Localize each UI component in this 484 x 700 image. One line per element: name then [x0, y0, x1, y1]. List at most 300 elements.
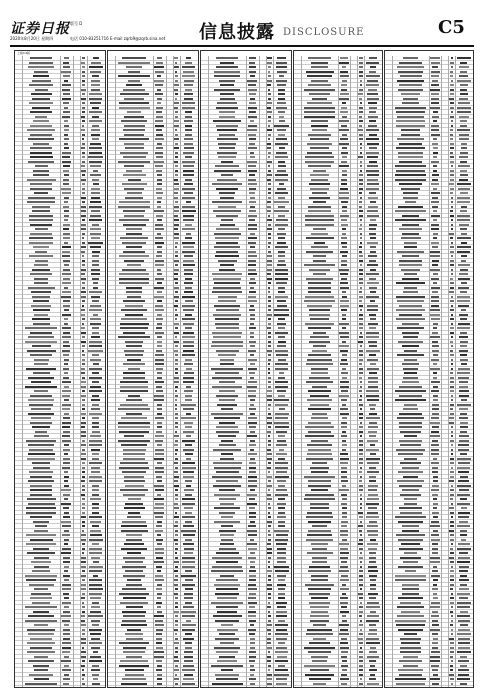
text-line	[175, 264, 178, 266]
text-line	[175, 111, 178, 113]
text-line	[123, 210, 145, 212]
text-line	[458, 638, 470, 640]
text-line	[82, 552, 84, 554]
text-line	[127, 579, 141, 581]
text-line	[450, 647, 454, 649]
text-line	[403, 336, 418, 338]
text-line	[183, 71, 194, 73]
text-line	[451, 201, 453, 203]
text-line	[174, 669, 179, 671]
text-line	[154, 507, 164, 509]
text-line	[249, 660, 255, 662]
text-line	[174, 323, 179, 325]
text-line	[310, 669, 329, 671]
text-line	[308, 408, 331, 410]
text-line	[433, 530, 438, 532]
text-line	[82, 543, 85, 545]
text-line	[366, 75, 380, 77]
text-line	[216, 242, 237, 244]
text-line	[155, 440, 163, 442]
text-line	[267, 683, 272, 685]
text-line	[28, 197, 55, 199]
text-line	[124, 215, 144, 217]
text-line	[268, 368, 270, 370]
text-line	[274, 566, 288, 568]
text-line	[432, 548, 438, 550]
text-line	[401, 129, 421, 131]
text-line	[268, 318, 271, 320]
text-line	[450, 354, 454, 356]
text-line	[450, 143, 454, 145]
text-line	[61, 660, 71, 662]
text-line	[62, 273, 71, 275]
text-line	[62, 620, 70, 622]
text-line	[63, 462, 70, 464]
text-line	[125, 669, 144, 671]
text-line	[184, 192, 193, 194]
text-line	[268, 354, 272, 356]
text-line	[213, 336, 241, 338]
text-line	[91, 192, 100, 194]
text-line	[450, 107, 454, 109]
text-line	[359, 269, 363, 271]
text-line	[402, 363, 420, 365]
text-line	[174, 678, 179, 680]
text-line	[275, 224, 288, 226]
text-line	[341, 183, 347, 185]
text-line	[62, 84, 71, 86]
text-line	[304, 89, 335, 91]
text-line	[89, 368, 103, 370]
text-line	[174, 210, 179, 212]
text-line	[430, 606, 440, 608]
text-line	[460, 575, 467, 577]
text-line	[182, 629, 194, 631]
text-line	[30, 57, 52, 59]
text-line	[340, 530, 347, 532]
text-line	[185, 179, 192, 181]
text-line	[220, 359, 233, 361]
text-line	[184, 363, 194, 365]
text-line	[457, 372, 470, 374]
text-line	[451, 629, 453, 631]
text-line	[249, 593, 256, 595]
text-line	[276, 80, 287, 82]
text-line	[155, 138, 164, 140]
text-line	[457, 678, 470, 680]
text-line	[62, 669, 71, 671]
text-line	[91, 606, 99, 608]
text-line	[214, 75, 240, 77]
text-line	[268, 566, 270, 568]
text-line	[433, 363, 437, 365]
text-line	[431, 305, 438, 307]
text-line	[370, 269, 376, 271]
text-line	[275, 192, 287, 194]
text-line	[186, 57, 192, 59]
text-line	[341, 390, 348, 392]
text-line	[185, 156, 191, 158]
text-line	[459, 66, 469, 68]
text-line	[433, 480, 438, 482]
text-line	[450, 246, 454, 248]
text-line	[400, 75, 422, 77]
text-line	[157, 251, 162, 253]
text-line	[157, 377, 162, 379]
text-line	[308, 287, 331, 289]
text-line	[307, 453, 332, 455]
text-line	[268, 611, 270, 613]
text-line	[157, 678, 162, 680]
text-line	[431, 84, 439, 86]
text-line	[359, 354, 363, 356]
text-line	[62, 408, 70, 410]
text-line	[367, 156, 378, 158]
text-line	[247, 386, 257, 388]
text-line	[360, 422, 362, 424]
text-line	[64, 264, 69, 266]
text-line	[369, 278, 376, 280]
text-line	[88, 350, 102, 352]
text-line	[275, 156, 287, 158]
text-line	[430, 422, 440, 424]
text-line	[185, 453, 193, 455]
text-line	[450, 71, 453, 73]
text-line	[89, 120, 102, 122]
text-line	[451, 449, 454, 451]
text-line	[182, 462, 195, 464]
text-line	[399, 143, 423, 145]
text-line	[268, 134, 271, 136]
text-line	[306, 516, 332, 518]
text-line	[267, 570, 271, 572]
text-line	[267, 543, 271, 545]
text-line	[82, 417, 85, 419]
text-line	[433, 386, 438, 388]
text-line	[248, 179, 256, 181]
text-line	[156, 669, 162, 671]
text-line	[450, 575, 454, 577]
text-line	[250, 323, 254, 325]
text-line	[432, 80, 438, 82]
text-line	[174, 341, 178, 343]
text-line	[249, 462, 256, 464]
text-line	[311, 125, 327, 127]
text-line	[341, 219, 348, 221]
text-line	[367, 368, 379, 370]
text-line	[307, 444, 332, 446]
text-line	[81, 291, 86, 293]
text-line	[399, 386, 423, 388]
text-line	[313, 255, 325, 257]
text-line	[126, 233, 142, 235]
text-line	[81, 147, 85, 149]
text-line	[27, 651, 54, 653]
text-line	[247, 530, 257, 532]
text-line	[340, 336, 349, 338]
text-line	[248, 134, 256, 136]
text-line	[174, 260, 179, 262]
text-line	[359, 323, 363, 325]
text-line	[450, 377, 454, 379]
text-line	[450, 102, 455, 104]
text-line	[359, 458, 363, 460]
text-line	[449, 422, 454, 424]
text-line	[459, 273, 468, 275]
text-line	[182, 318, 195, 320]
text-line	[248, 251, 256, 253]
text-line	[126, 399, 142, 401]
text-line	[360, 332, 363, 334]
text-line	[449, 98, 454, 100]
text-line	[175, 314, 178, 316]
text-line	[339, 395, 349, 397]
text-line	[313, 624, 326, 626]
text-line	[174, 656, 178, 658]
text-line	[450, 264, 454, 266]
text-line	[250, 332, 254, 334]
text-line	[250, 75, 255, 77]
text-line	[185, 314, 192, 316]
text-line	[433, 498, 438, 500]
text-line	[175, 255, 178, 257]
text-line	[311, 656, 328, 658]
text-line	[35, 165, 48, 167]
text-line	[367, 282, 379, 284]
text-line	[81, 615, 85, 617]
text-line	[249, 309, 255, 311]
text-line	[369, 228, 376, 230]
text-line	[405, 201, 417, 203]
text-line	[175, 93, 178, 95]
text-line	[93, 170, 99, 172]
text-line	[155, 575, 163, 577]
text-line	[451, 503, 453, 505]
text-line	[450, 665, 453, 667]
text-line	[155, 224, 163, 226]
text-line	[278, 593, 285, 595]
text-line	[174, 138, 179, 140]
text-line	[221, 669, 234, 671]
text-line	[126, 228, 141, 230]
text-line	[214, 89, 239, 91]
text-line	[214, 521, 240, 523]
text-line	[123, 597, 146, 599]
text-line	[268, 489, 270, 491]
text-line	[184, 552, 194, 554]
text-line	[155, 93, 163, 95]
text-line	[431, 534, 439, 536]
text-line	[81, 116, 85, 118]
text-line	[91, 669, 99, 671]
text-line	[28, 377, 55, 379]
text-line	[274, 530, 288, 532]
text-line	[81, 129, 85, 131]
text-line	[82, 305, 84, 307]
text-line	[215, 593, 238, 595]
cell-divider	[441, 56, 442, 687]
text-line	[432, 642, 438, 644]
text-line	[33, 611, 49, 613]
text-line	[30, 188, 51, 190]
text-line	[309, 593, 329, 595]
text-line	[451, 336, 453, 338]
text-line	[310, 507, 330, 509]
table-column-1	[14, 50, 106, 688]
text-line	[185, 602, 192, 604]
text-line	[175, 494, 178, 496]
text-line	[268, 579, 271, 581]
text-line	[155, 152, 163, 154]
text-line	[122, 269, 146, 271]
text-line	[359, 206, 362, 208]
text-line	[451, 593, 453, 595]
text-line	[342, 116, 347, 118]
text-line	[119, 107, 150, 109]
text-line	[174, 570, 178, 572]
text-line	[33, 665, 49, 667]
text-line	[184, 273, 192, 275]
text-line	[214, 246, 241, 248]
text-line	[340, 287, 349, 289]
text-line	[123, 363, 144, 365]
text-line	[155, 71, 164, 73]
text-line	[449, 183, 454, 185]
text-line	[403, 192, 417, 194]
text-line	[214, 305, 240, 307]
text-line	[89, 206, 102, 208]
text-line	[267, 107, 271, 109]
text-line	[183, 323, 194, 325]
text-line	[32, 462, 50, 464]
text-line	[369, 260, 376, 262]
text-line	[341, 656, 347, 658]
text-line	[369, 435, 376, 437]
text-line	[157, 570, 161, 572]
text-line	[175, 359, 178, 361]
text-line	[368, 381, 378, 383]
text-line	[340, 386, 349, 388]
text-line	[185, 570, 192, 572]
text-line	[450, 651, 453, 653]
text-line	[63, 368, 69, 370]
text-line	[29, 584, 54, 586]
text-line	[120, 327, 147, 329]
text-line	[154, 512, 164, 514]
text-line	[458, 188, 470, 190]
text-line	[366, 606, 380, 608]
table-grid	[108, 56, 198, 687]
text-line	[174, 179, 178, 181]
text-line	[64, 107, 68, 109]
text-line	[396, 170, 425, 172]
text-line	[459, 138, 469, 140]
text-line	[89, 660, 101, 662]
text-line	[457, 296, 470, 298]
text-line	[433, 458, 437, 460]
text-line	[183, 246, 194, 248]
text-line	[175, 156, 177, 158]
text-line	[90, 498, 102, 500]
text-line	[250, 363, 255, 365]
text-line	[342, 170, 347, 172]
text-line	[155, 552, 164, 554]
text-line	[156, 156, 163, 158]
text-line	[184, 660, 193, 662]
text-line	[156, 318, 163, 320]
text-line	[306, 363, 334, 365]
text-line	[341, 480, 348, 482]
text-line	[275, 273, 289, 275]
text-line	[267, 606, 271, 608]
text-line	[268, 507, 271, 509]
text-line	[122, 620, 146, 622]
text-line	[268, 530, 270, 532]
text-line	[219, 111, 234, 113]
text-line	[451, 363, 453, 365]
text-line	[341, 471, 347, 473]
text-line	[34, 390, 48, 392]
text-line	[82, 66, 84, 68]
text-line	[268, 296, 271, 298]
text-line	[267, 62, 272, 64]
text-line	[367, 656, 379, 658]
text-line	[306, 278, 333, 280]
text-line	[219, 269, 235, 271]
text-line	[64, 372, 68, 374]
text-line	[174, 102, 179, 104]
text-line	[175, 395, 178, 397]
text-line	[431, 287, 440, 289]
text-line	[64, 624, 69, 626]
text-line	[64, 201, 68, 203]
text-line	[368, 507, 377, 509]
text-line	[181, 417, 195, 419]
text-line	[342, 449, 346, 451]
text-line	[275, 296, 288, 298]
text-line	[342, 233, 346, 235]
text-line	[61, 521, 71, 523]
text-line	[221, 539, 234, 541]
text-line	[370, 408, 375, 410]
text-line	[359, 296, 363, 298]
text-line	[451, 606, 453, 608]
text-line	[33, 174, 49, 176]
text-line	[126, 534, 142, 536]
text-line	[92, 224, 100, 226]
text-line	[156, 386, 162, 388]
text-line	[156, 192, 163, 194]
text-line	[359, 98, 362, 100]
text-line	[215, 237, 240, 239]
text-line	[64, 674, 69, 676]
text-line	[88, 156, 102, 158]
text-line	[401, 269, 421, 271]
text-line	[214, 71, 239, 73]
text-line	[267, 467, 271, 469]
text-line	[432, 467, 439, 469]
text-line	[92, 179, 98, 181]
text-line	[460, 152, 468, 154]
text-line	[307, 512, 332, 514]
text-line	[63, 575, 70, 577]
text-line	[341, 561, 346, 563]
text-line	[278, 395, 285, 397]
text-line	[127, 516, 142, 518]
text-line	[449, 530, 454, 532]
text-line	[341, 525, 348, 527]
text-line	[182, 503, 195, 505]
